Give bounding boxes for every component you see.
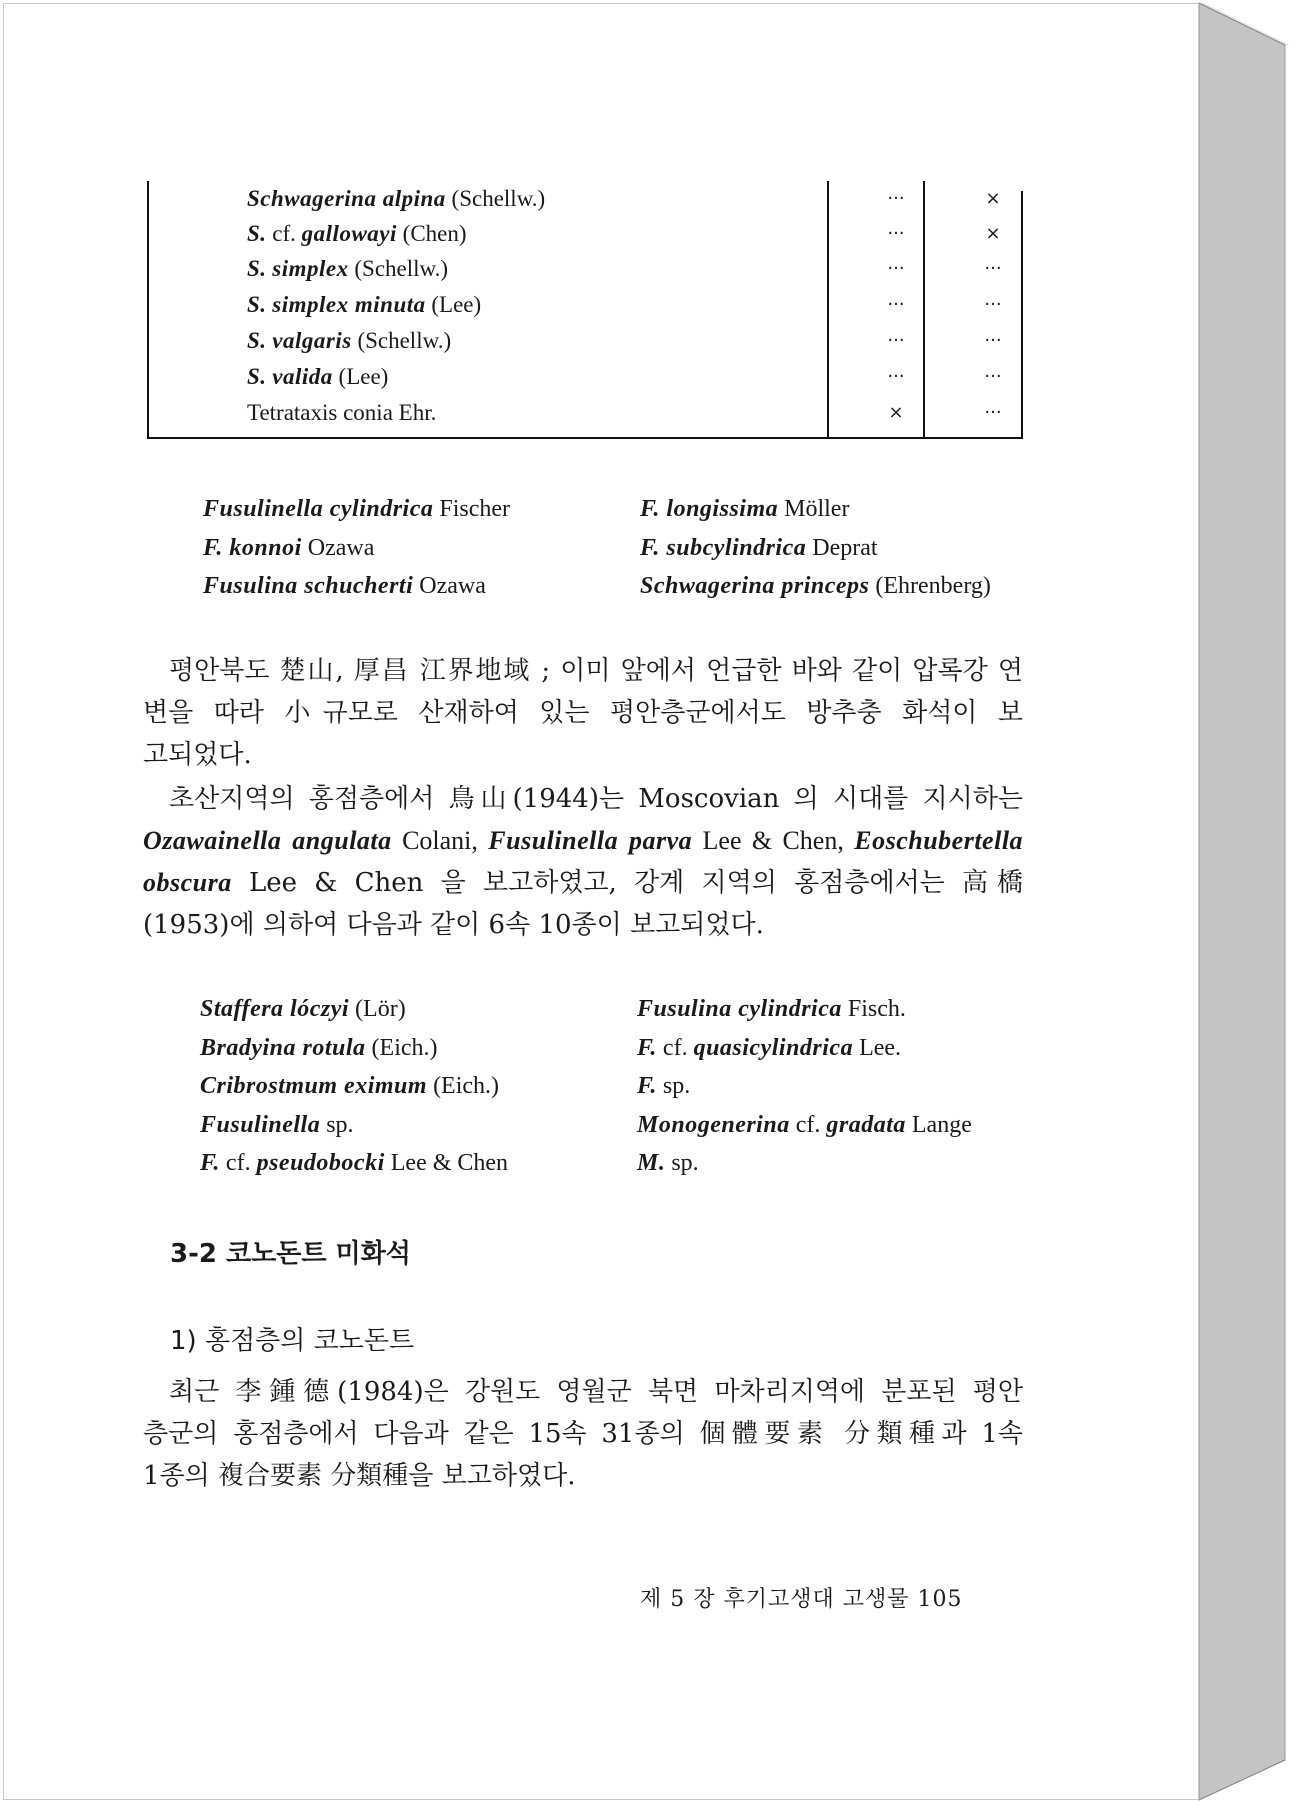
species-name: valgaris bbox=[272, 328, 352, 353]
species-author: Lee. bbox=[859, 1034, 902, 1061]
list-item bbox=[200, 990, 508, 1029]
species-name: Bradyina rotula bbox=[200, 1034, 366, 1061]
occurrence-mark: ··· bbox=[887, 366, 905, 387]
species-name: Fusulina cylindrica bbox=[637, 996, 842, 1022]
species-author: (Ehrenberg) bbox=[875, 573, 991, 599]
species-name: Cribrostmum eximum bbox=[200, 1073, 428, 1099]
species-author: Colani, bbox=[402, 826, 478, 855]
species-author: (Schellw.) bbox=[357, 328, 452, 353]
list-item bbox=[200, 1067, 508, 1106]
occurrence-mark: × bbox=[985, 223, 1001, 244]
text-line bbox=[143, 820, 1023, 862]
species-author: (Lee) bbox=[431, 292, 482, 317]
text-line: 변을 따라 小규모로 산재하여 있는 평안층군에서도 방추충 화석이 보 bbox=[143, 698, 1023, 728]
table-row bbox=[147, 287, 1023, 323]
species-table bbox=[147, 181, 1023, 439]
species-list-right bbox=[640, 490, 991, 606]
species-author: Fischer bbox=[439, 496, 511, 522]
species-author: Deprat bbox=[812, 534, 878, 561]
text-line bbox=[143, 862, 1023, 904]
list-item bbox=[640, 529, 991, 568]
species-qualifier: cf. bbox=[795, 1111, 821, 1138]
list-item bbox=[200, 1144, 508, 1183]
species-name: simplex minuta bbox=[272, 292, 426, 317]
species-author: sp. bbox=[326, 1111, 354, 1138]
list-item bbox=[637, 1029, 972, 1068]
species-name: gallowayi bbox=[301, 221, 397, 246]
list-item bbox=[640, 567, 991, 606]
occurrence-mark: ··· bbox=[984, 294, 1002, 315]
species-author: (Schellw.) bbox=[451, 186, 546, 211]
species-name: gradata bbox=[826, 1111, 906, 1138]
species-name: quasicylindrica bbox=[693, 1034, 854, 1061]
species-author: (Eich.) bbox=[433, 1073, 500, 1099]
species-name: Eoschubertella bbox=[854, 826, 1024, 855]
occurrence-mark: ··· bbox=[887, 188, 905, 209]
species-name: obscura bbox=[143, 868, 232, 897]
species-genus: S. bbox=[247, 364, 267, 389]
page-footer: 제 5 장 후기고생대 고생물 105 bbox=[640, 1587, 963, 1612]
occurrence-mark: × bbox=[985, 188, 1001, 209]
species-author: (Lör) bbox=[355, 996, 406, 1022]
table-row bbox=[147, 323, 1023, 359]
list-item bbox=[203, 490, 510, 529]
table-row bbox=[147, 395, 1023, 431]
species-name: Fusulina schucherti bbox=[203, 573, 414, 599]
list-item bbox=[203, 529, 510, 568]
species-name: Schwagerina princeps bbox=[640, 573, 870, 599]
species-author: Ozawa bbox=[419, 573, 486, 599]
species-author: Lange bbox=[911, 1111, 972, 1138]
species-qualifier: cf. bbox=[662, 1034, 688, 1061]
occurrence-mark: ··· bbox=[984, 366, 1002, 387]
species-genus: S. bbox=[247, 292, 267, 317]
species-name: Staffera lóczyi bbox=[200, 996, 350, 1022]
species-author: Ozawa bbox=[307, 534, 375, 561]
list-item bbox=[637, 990, 972, 1029]
species-name: Tetrataxis conia Ehr. bbox=[247, 400, 437, 425]
table-bottom-border bbox=[147, 437, 1023, 439]
species-genus: Monogenerina bbox=[637, 1111, 790, 1138]
occurrence-mark: × bbox=[888, 402, 904, 423]
text-line: 고되었다. bbox=[143, 740, 252, 770]
paragraph-chosan bbox=[143, 778, 1023, 946]
subsection-heading: 1) 홍점층의 코노돈트 bbox=[170, 1326, 415, 1356]
occurrence-mark: ··· bbox=[887, 223, 905, 244]
species-qualifier: cf. bbox=[225, 1150, 251, 1176]
species-genus: S. bbox=[247, 328, 267, 353]
species-genus: F. bbox=[637, 1034, 657, 1061]
text-line: 1종의 複合要素 分類種을 보고하였다. bbox=[143, 1461, 576, 1491]
species-author: Fisch. bbox=[847, 996, 906, 1022]
species-name: F. konnoi bbox=[203, 534, 302, 561]
table-row bbox=[147, 181, 1023, 217]
species-author: sp. bbox=[662, 1073, 691, 1099]
list-item bbox=[203, 567, 510, 606]
paragraph-conodont bbox=[143, 1371, 1023, 1497]
species-list-right bbox=[637, 990, 972, 1183]
species-author: (Lee) bbox=[338, 364, 389, 389]
occurrence-mark: ··· bbox=[984, 258, 1002, 279]
list-item bbox=[200, 1106, 508, 1145]
occurrence-mark: ··· bbox=[887, 258, 905, 279]
species-name: Fusulinella bbox=[200, 1111, 321, 1138]
list-item bbox=[637, 1106, 972, 1145]
species-name: Fusulinella parva bbox=[488, 826, 693, 855]
species-genus: S. bbox=[247, 256, 267, 281]
species-qualifier: cf. bbox=[272, 221, 296, 246]
paragraph-pyongan bbox=[143, 650, 1023, 776]
species-name: F. subcylindrica bbox=[640, 534, 807, 561]
species-genus: S. bbox=[247, 221, 267, 246]
section-heading: 3-2 코노돈트 미화석 bbox=[170, 1239, 411, 1269]
species-genus: M. bbox=[637, 1150, 666, 1176]
list-item bbox=[200, 1029, 508, 1068]
species-author: Lee & Chen bbox=[390, 1150, 509, 1176]
table-row bbox=[147, 216, 1023, 252]
species-author: (Chen) bbox=[402, 221, 467, 246]
text-line: (1953)에 의하여 다음과 같이 6속 10종이 보고되었다. bbox=[143, 910, 764, 940]
species-list-left bbox=[203, 490, 510, 606]
species-name: Ozawainella angulata bbox=[143, 826, 392, 855]
text-line: 초산지역의 홍점층에서 鳥山(1944)는 Moscovian 의 시대를 지시하는 bbox=[169, 784, 1023, 814]
species-author: sp. bbox=[671, 1150, 699, 1176]
species-name: F. longissima bbox=[640, 496, 779, 522]
species-name: simplex bbox=[272, 256, 349, 281]
occurrence-mark: ··· bbox=[984, 402, 1002, 423]
text-span: Lee & Chen 을 보고하였고, 강계 지역의 홍점층에서는 高橋 bbox=[248, 868, 1023, 898]
occurrence-mark: ··· bbox=[887, 294, 905, 315]
occurrence-mark: ··· bbox=[887, 330, 905, 351]
species-name: Schwagerina alpina bbox=[247, 186, 446, 211]
species-author: Möller bbox=[784, 496, 850, 522]
text-line: 평안북도 楚山, 厚昌 江界地域 ; 이미 앞에서 언급한 바와 같이 압록강 연 bbox=[169, 656, 1023, 686]
list-item bbox=[637, 1067, 972, 1106]
list-item bbox=[637, 1144, 972, 1183]
species-author: (Eich.) bbox=[371, 1034, 438, 1061]
table-row bbox=[147, 251, 1023, 287]
species-list-left bbox=[200, 990, 508, 1183]
table-row bbox=[147, 359, 1023, 395]
text-line: 최근 李鍾德(1984)은 강원도 영월군 북면 마차리지역에 분포된 평안 bbox=[169, 1377, 1023, 1407]
list-item bbox=[640, 490, 991, 529]
species-author: (Schellw.) bbox=[354, 256, 449, 281]
species-name: valida bbox=[272, 364, 333, 389]
occurrence-mark: ··· bbox=[984, 330, 1002, 351]
species-genus: F. bbox=[637, 1073, 657, 1099]
species-name: Fusulinella cylindrica bbox=[203, 496, 434, 522]
text-line: 층군의 홍점층에서 다음과 같은 15속 31종의 個體要素 分類種과 1속 bbox=[143, 1419, 1023, 1449]
species-name: pseudobocki bbox=[256, 1150, 385, 1176]
species-genus: F. bbox=[200, 1150, 220, 1176]
species-author: Lee & Chen, bbox=[702, 826, 844, 855]
